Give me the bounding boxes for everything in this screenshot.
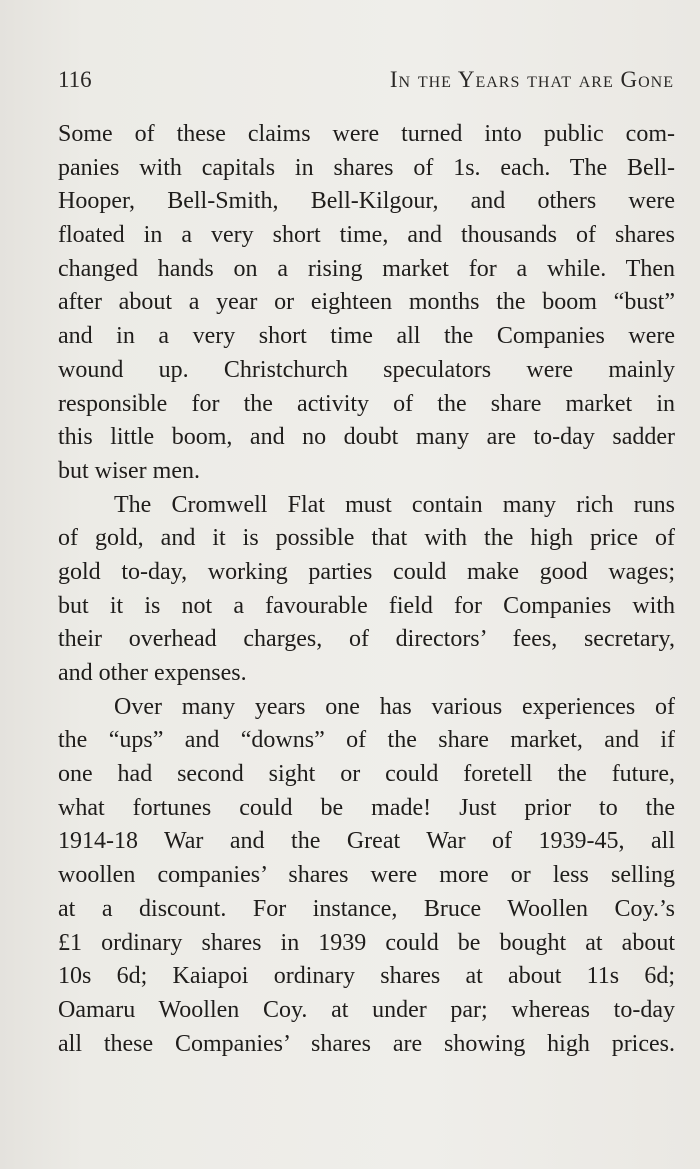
- text-line: 1914-18 War and the Great War of 1939-45, all: [58, 828, 675, 855]
- text-line: woollen companies’ shares were more or less selling: [58, 862, 675, 889]
- text-line: all these Companies’ shares are showing high prices.: [58, 1030, 675, 1057]
- text-line: this little boom, and no doubt many are to-day sadder: [58, 424, 675, 451]
- text-line: their overhead charges, of directors’ fees, secretary,: [58, 626, 675, 653]
- text-line: 10s 6d; Kaiapoi ordinary shares at about 11s 6d;: [58, 963, 675, 990]
- text-line: £1 ordinary shares in 1939 could be bought at about: [58, 929, 675, 956]
- text-line: wound up. Christchurch speculators were mainly: [58, 356, 675, 383]
- text-line: at a discount. For instance, Bruce Woollen Coy.’s: [58, 895, 675, 922]
- text-line: what fortunes could be made! Just prior to the: [58, 794, 675, 821]
- text-line: changed hands on a rising market for a while. Then: [58, 255, 675, 282]
- text-line: Hooper, Bell-Smith, Bell-Kilgour, and others were: [58, 188, 675, 215]
- text-line: gold to-day, working parties could make good wages;: [58, 558, 675, 585]
- text-line: but it is not a favourable field for Companies with: [58, 592, 675, 619]
- paragraph-end-line: and other expenses.: [58, 660, 247, 686]
- text-line: after about a year or eighteen months the boom “bust”: [58, 289, 675, 316]
- text-line: panies with capitals in shares of 1s. each. The Bell-: [58, 154, 675, 181]
- text-line: the “ups” and “downs” of the share market, and if: [58, 727, 675, 754]
- text-line: floated in a very short time, and thousands of shares: [58, 222, 675, 249]
- body-text: [58, 118, 675, 1061]
- paragraph-end-line: but wiser men.: [58, 457, 200, 484]
- page-number: 116: [58, 67, 92, 92]
- paragraph-start-line: The Cromwell Flat must contain many rich runs: [114, 491, 675, 518]
- text-line: responsible for the activity of the share market in: [58, 390, 675, 417]
- text-line: Oamaru Woollen Coy. at under par; whereas to-day: [58, 996, 675, 1023]
- page-header: [58, 64, 674, 100]
- text-line: and in a very short time all the Companies were: [58, 323, 675, 350]
- text-line: one had second sight or could foretell the future,: [58, 761, 675, 788]
- paragraph-start-line: Over many years one has various experiences of: [114, 693, 675, 720]
- text-line: of gold, and it is possible that with the high price of: [58, 525, 675, 552]
- running-head: In the Years that are Gone: [389, 67, 674, 92]
- text-line: Some of these claims were turned into public com-: [58, 121, 675, 147]
